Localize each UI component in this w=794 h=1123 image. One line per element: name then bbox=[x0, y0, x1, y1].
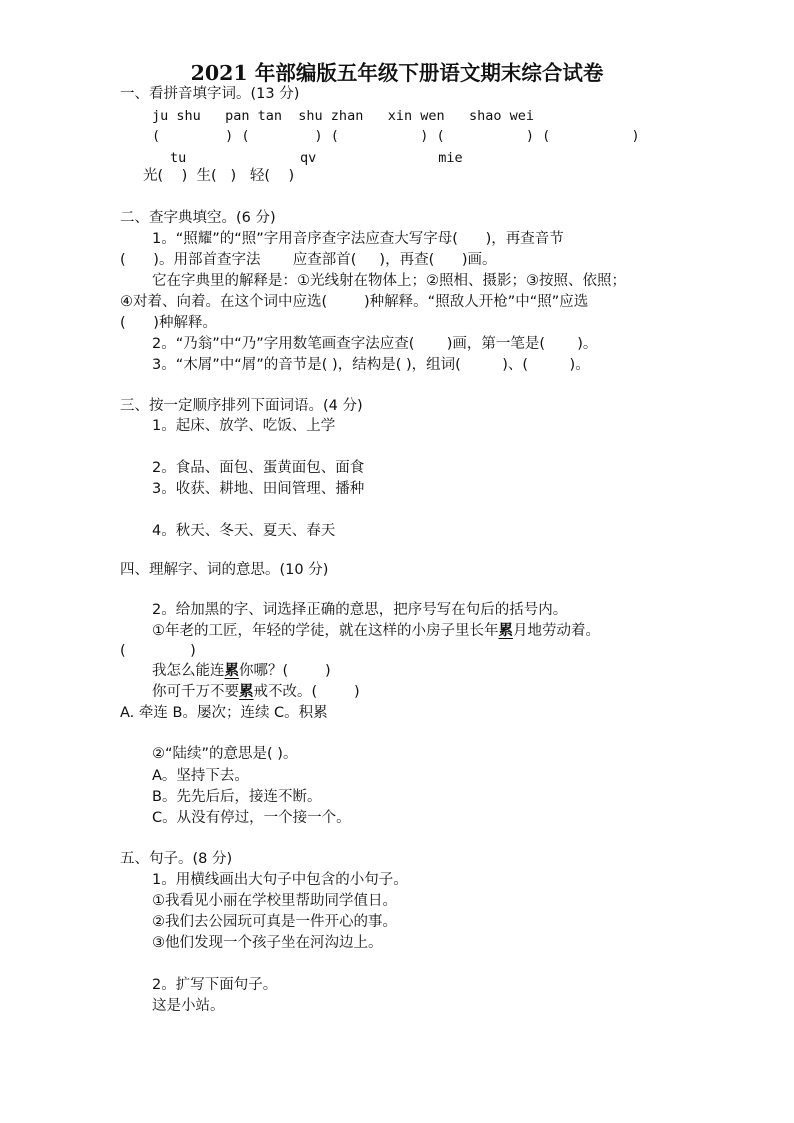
s2-line-5: ( )种解释。 bbox=[120, 315, 217, 331]
answer-blank-row: ( ) ( ) ( ) ( ) ( ) bbox=[152, 128, 640, 144]
s5-line-4: ③他们发现一个孩子坐在河沟边上。 bbox=[152, 935, 383, 951]
s5-line-6: 这是小站。 bbox=[152, 998, 225, 1014]
s3-item-1: 1。起床、放学、吃饭、上学 bbox=[152, 418, 336, 434]
s4-option-c: C。从没有停过，一个接一个。 bbox=[152, 810, 351, 826]
s4-sentence-2: 我怎么能连累你哪？( ) bbox=[152, 663, 331, 679]
s4-answer-blank: ( ) bbox=[120, 643, 196, 659]
s2-line-1: 1。“照耀”的“照”字用音序查字法应查大写字母( )，再查音节 bbox=[152, 231, 564, 247]
s4-instruction: 2。给加黑的字、词选择正确的意思，把序号写在句后的括号内。 bbox=[152, 602, 568, 618]
s3-item-2: 2。食品、面包、蛋黄面包、面食 bbox=[152, 460, 365, 476]
s4-sentence-3: 你可千万不要累戒不改。( ) bbox=[152, 684, 360, 700]
s2-line-4: ④对着、向着。在这个词中应选( )种解释。“照敌人开枪”中“照”应选 bbox=[120, 294, 589, 310]
s4-options: A. 牵连 B。屡次；连续 C。积累 bbox=[120, 705, 328, 721]
s2-line-7: 3。“木屑”中“屑”的音节是( )，结构是( )，组词( )、( )。 bbox=[152, 357, 590, 373]
section-4-heading: 四、理解字、词的意思。(10 分) bbox=[120, 562, 329, 578]
bold-character: 累 bbox=[498, 623, 513, 639]
bold-character: 累 bbox=[239, 684, 254, 700]
section-3-heading: 三、按一定顺序排列下面词语。(4 分) bbox=[120, 398, 363, 414]
s4-sentence-1: ①年老的工匠，年轻的学徒，就在这样的小房子里长年累月地劳动着。 bbox=[152, 623, 600, 639]
s5-line-5: 2。扩写下面句子。 bbox=[152, 977, 278, 993]
bold-character: 累 bbox=[224, 663, 239, 679]
page-title: 2021 年部编版五年级下册语文期末综合试卷 bbox=[190, 61, 604, 85]
s4-option-a: A。坚持下去。 bbox=[152, 768, 249, 784]
s5-line-2: ①我看见小丽在学校里帮助同学值日。 bbox=[152, 893, 397, 909]
s4-option-b: B。先先后后，接连不断。 bbox=[152, 789, 322, 805]
pinyin-row: ju shu pan tan shu zhan xin wen shao wei bbox=[152, 108, 535, 124]
section-5-heading: 五、句子。(8 分) bbox=[120, 851, 233, 867]
section-2-heading: 二、查字典填空。(6 分) bbox=[120, 210, 276, 226]
s3-item-3: 3。收获、耕地、田间管理、播种 bbox=[152, 481, 365, 497]
pinyin-row-2: tu qv mie bbox=[170, 150, 463, 166]
section-1-heading: 一、看拼音填字词。(13 分) bbox=[120, 86, 300, 102]
s2-line-3: 它在字典里的解释是：①光线射在物体上；②照相、摄影；③按照、依照； bbox=[152, 273, 626, 289]
s5-line-1: 1。用横线画出大句子中包含的小句子。 bbox=[152, 872, 408, 888]
s2-line-6: 2。“乃翁”中“乃”字用数笔画查字法应查( )画，第一笔是( )。 bbox=[152, 336, 598, 352]
s3-item-4: 4。秋天、冬天、夏天、春天 bbox=[152, 523, 336, 539]
answer-blank-row-2: 光( ) 生( ) 轻( ) bbox=[143, 168, 295, 184]
s4-question-2: ②“陆续”的意思是( )。 bbox=[152, 746, 298, 762]
s5-line-3: ②我们去公园玩可真是一件开心的事。 bbox=[152, 914, 397, 930]
s2-line-2: ( )。用部首查字法 应查部首( )，再查( )画。 bbox=[120, 252, 497, 268]
